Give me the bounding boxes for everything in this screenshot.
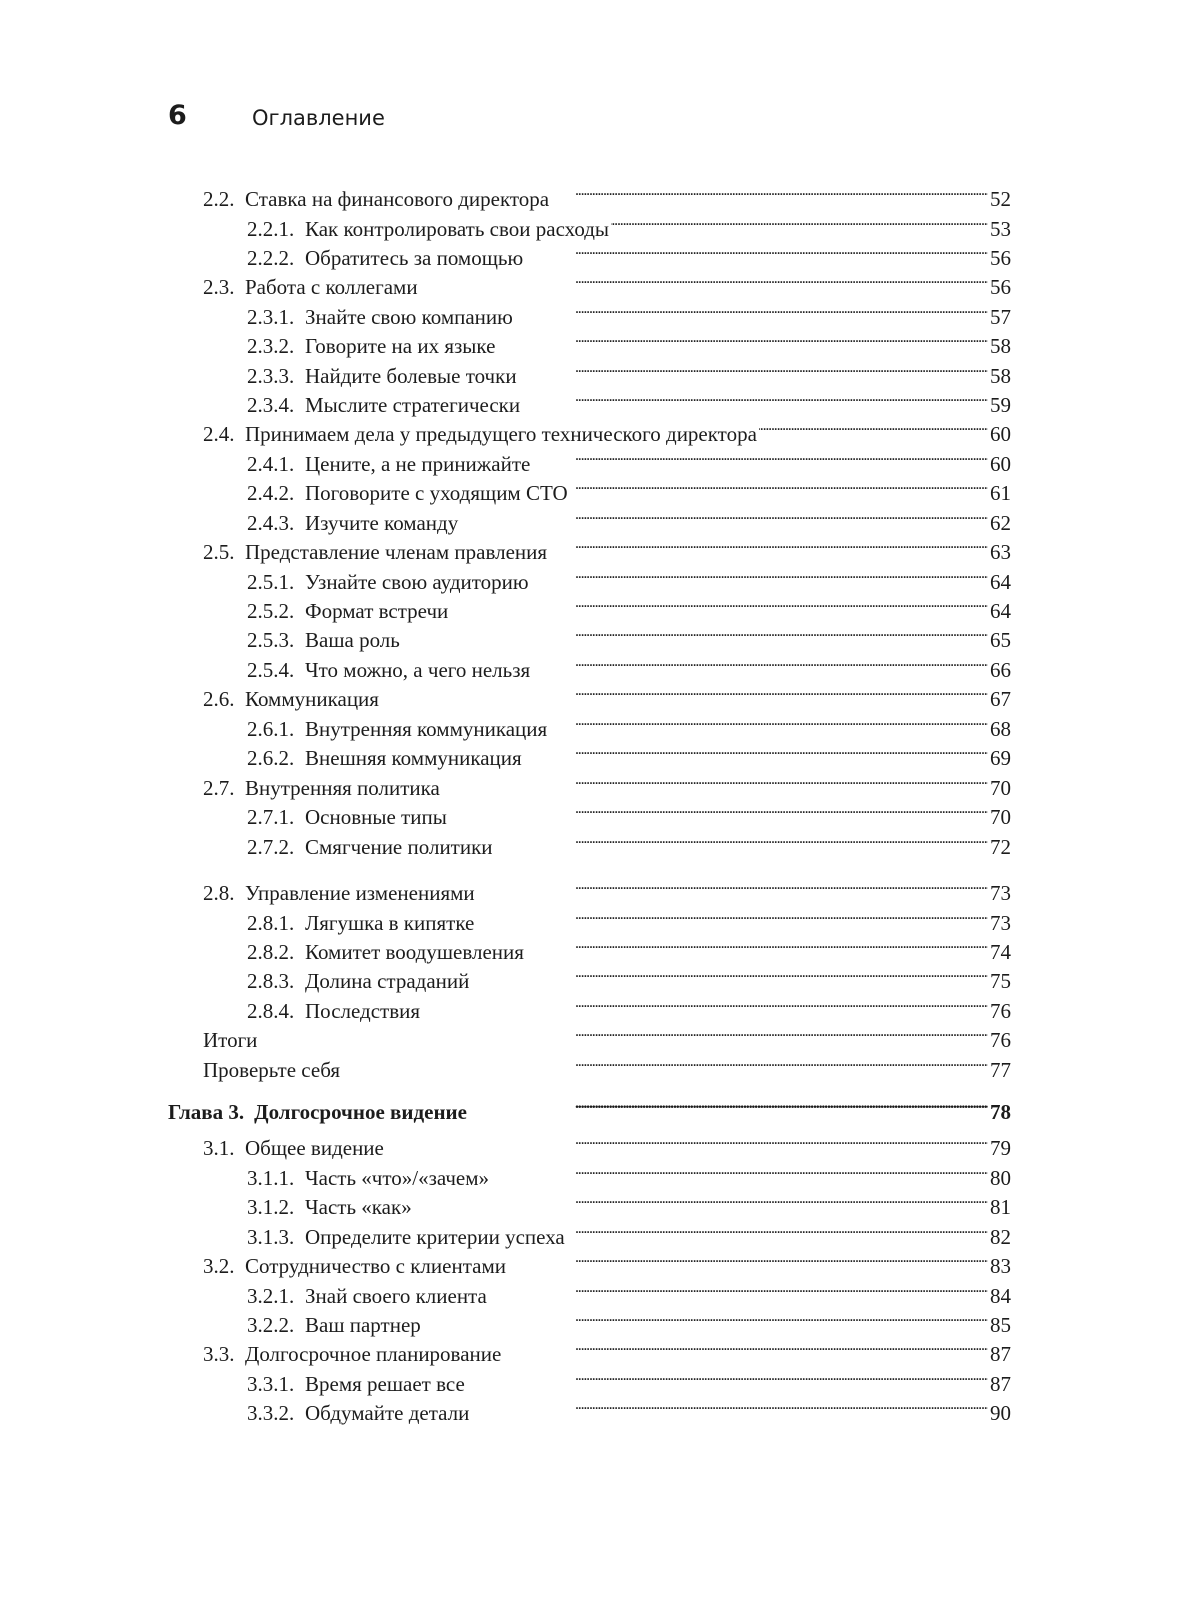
toc-entry-title: Основные типы (305, 805, 447, 829)
toc-entry-page: 58 (990, 334, 1011, 358)
dot-leader (759, 411, 988, 441)
toc-entry-number: 2.6.2. (247, 746, 295, 770)
toc-entry (203, 676, 1011, 711)
toc-entry-title: Долгосрочное планирование (245, 1342, 502, 1366)
toc-entry (247, 1361, 1011, 1396)
dot-leader (549, 706, 988, 736)
toc-entry (247, 958, 1011, 993)
toc-entry (247, 353, 1011, 388)
toc-entry (203, 870, 1011, 905)
toc-entry-page: 59 (990, 393, 1011, 417)
toc-entry-title: Узнайте свою аудиторию (305, 570, 529, 594)
toc-entry (203, 176, 1011, 211)
dot-leader (551, 176, 988, 206)
dot-leader (531, 559, 988, 589)
dot-leader (386, 1125, 988, 1155)
dot-leader (497, 323, 988, 353)
toc-entry-page: 73 (990, 881, 1011, 905)
toc-entry (247, 1155, 1011, 1190)
toc-entry-page: 87 (990, 1342, 1011, 1366)
toc-entry-number: 2.8.2. (247, 940, 295, 964)
toc-entry-title: Ставка на финансового директора (245, 187, 550, 211)
dot-leader (381, 676, 988, 706)
toc-entry-title: Что можно, а чего нельзя (305, 658, 531, 682)
toc-entry-number: 2.5.2. (247, 599, 295, 623)
toc-entry-number: 2.3.4. (247, 393, 295, 417)
toc-entry (247, 794, 1011, 829)
dot-leader (450, 588, 988, 618)
dot-leader (402, 617, 988, 647)
toc-entry-title: Обдумайте детали (305, 1401, 470, 1425)
dot-leader (469, 1089, 988, 1119)
dot-leader (471, 1390, 988, 1420)
toc-entry-page: 76 (990, 1028, 1011, 1052)
dot-leader (532, 647, 988, 677)
toc-entry-page: 73 (990, 911, 1011, 935)
toc-entry (247, 588, 1011, 623)
toc-entry-page: 60 (990, 452, 1011, 476)
toc-entry-title: Часть «как» (305, 1195, 412, 1219)
toc-entry (247, 1302, 1011, 1337)
toc-entry (247, 441, 1011, 476)
toc-entry (247, 706, 1011, 741)
toc-entry-title: Проверьте себя (203, 1058, 341, 1082)
toc-entry-title: Цените, а не принижайте (305, 452, 531, 476)
toc-entry-page: 56 (990, 246, 1011, 270)
dot-leader (567, 1214, 988, 1244)
toc-entry-page: 64 (990, 570, 1011, 594)
dot-leader (477, 870, 988, 900)
toc-entry-number: 3.2. (203, 1254, 235, 1278)
toc-entry-page: 69 (990, 746, 1011, 770)
toc-entry (247, 900, 1011, 935)
toc-entry-title: Комитет воодушевления (305, 940, 524, 964)
toc-entry-number: 3.2.1. (247, 1284, 295, 1308)
toc-entry-title: Знай своего клиента (305, 1284, 487, 1308)
toc-entry-number: 2.4.1. (247, 452, 295, 476)
toc-entry (247, 559, 1011, 594)
toc-entry-page: 76 (990, 999, 1011, 1023)
toc-entry-title: Ваш партнер (305, 1313, 421, 1337)
toc-entry-number: 2.6.1. (247, 717, 295, 741)
toc-entry-number: 2.2.1. (247, 217, 295, 241)
toc-entry-number: 2.8.4. (247, 999, 295, 1023)
toc-entry-page: 84 (990, 1284, 1011, 1308)
dot-leader (549, 529, 988, 559)
toc-entry-title: Смягчение политики (305, 835, 493, 859)
toc-entry-number: 3.1. (203, 1136, 235, 1160)
toc-entry-number: 2.7.2. (247, 835, 295, 859)
toc-entry-page: 60 (990, 422, 1011, 446)
dot-leader (611, 206, 988, 236)
toc-entry-page: 66 (990, 658, 1011, 682)
toc-entry (247, 647, 1011, 682)
toc-entry-title: Изучите команду (305, 511, 459, 535)
toc-entry-title: Внешняя коммуникация (305, 746, 522, 770)
toc-entry-number: 3.1.2. (247, 1195, 295, 1219)
toc-entry-page: 85 (990, 1313, 1011, 1337)
toc-entry (203, 264, 1011, 299)
toc-entry-title: Время решает все (305, 1372, 465, 1396)
toc-entry-title: Как контролировать свои расходы (305, 217, 610, 241)
toc-entry-number: 2.4.3. (247, 511, 295, 535)
toc-entry-number: 3.3.1. (247, 1372, 295, 1396)
dot-leader (489, 1273, 988, 1303)
toc-entry (203, 765, 1011, 800)
toc-entry-page: 74 (990, 940, 1011, 964)
dot-leader (524, 735, 988, 765)
dot-leader (519, 353, 988, 383)
toc-entry (247, 1390, 1011, 1425)
toc-entry-title: Внутренняя политика (245, 776, 440, 800)
toc-entry-number: 2.3.3. (247, 364, 295, 388)
toc-entry-number: 2.8. (203, 881, 235, 905)
toc-entry-title: Сотрудничество с клиентами (245, 1254, 506, 1278)
toc-entry (203, 1243, 1011, 1278)
toc-entry-page: 87 (990, 1372, 1011, 1396)
toc-entry-title: Лягушка в кипятке (305, 911, 475, 935)
toc-entry-number: 2.3.1. (247, 305, 295, 329)
toc-entry-page: 82 (990, 1225, 1011, 1249)
dot-leader (526, 929, 988, 959)
toc-entry-title: Коммуникация (245, 687, 379, 711)
dot-leader (449, 794, 988, 824)
toc-entry-title: Определите критерии успеха (305, 1225, 565, 1249)
toc-entry-number: 2.2.2. (247, 246, 295, 270)
dot-leader (420, 264, 988, 294)
toc-entry (247, 824, 1011, 859)
toc-entry-page: 53 (990, 217, 1011, 241)
toc-entry (203, 1047, 1011, 1082)
toc-entry-page: 65 (990, 628, 1011, 652)
toc-entry-title: Работа с коллегами (245, 275, 418, 299)
toc-entry-number: 3.3. (203, 1342, 235, 1366)
toc-entry-page: 80 (990, 1166, 1011, 1190)
toc-entry-number: 2.4.2. (247, 481, 295, 505)
toc-entry-title: Ваша роль (305, 628, 400, 652)
dot-leader (508, 1243, 988, 1273)
toc-entry-number: 2.8.3. (247, 969, 295, 993)
dot-leader (442, 765, 988, 795)
page-number: 6 (168, 100, 187, 131)
toc-entry (247, 617, 1011, 652)
toc-entry-number: 2.7. (203, 776, 235, 800)
toc-entry (203, 1125, 1011, 1160)
toc-entry-page: 83 (990, 1254, 1011, 1278)
toc-entry (247, 500, 1011, 535)
running-title: Оглавление (252, 106, 385, 130)
toc-entry-title: Управление изменениями (245, 881, 475, 905)
toc-entry-title: Часть «что»/«зачем» (305, 1166, 490, 1190)
toc-entry-title: Поговорите с уходящим СТО (305, 481, 568, 505)
toc-entry-number: 3.2.2. (247, 1313, 295, 1337)
toc-entry-number: 2.3. (203, 275, 235, 299)
dot-leader (342, 1047, 988, 1077)
toc-entry (203, 1331, 1011, 1366)
toc-entry-title: Внутренняя коммуникация (305, 717, 548, 741)
toc-entry (247, 323, 1011, 358)
toc-entry-title: Долина страданий (305, 969, 470, 993)
dot-leader (495, 824, 988, 854)
toc-entry-title: Общее видение (245, 1136, 384, 1160)
toc-entry-page: 64 (990, 599, 1011, 623)
dot-leader (515, 294, 988, 324)
dot-leader (570, 470, 988, 500)
toc-entry-page: 61 (990, 481, 1011, 505)
toc-entry-title: Итоги (203, 1028, 258, 1052)
dot-leader (259, 1017, 988, 1047)
toc-entry-page: 77 (990, 1058, 1011, 1082)
toc-entry-page: 63 (990, 540, 1011, 564)
toc-entry-number: 2.2. (203, 187, 235, 211)
dot-leader (423, 1302, 988, 1332)
toc-entry-title: Представление членам правления (245, 540, 548, 564)
toc-entry-page: 70 (990, 805, 1011, 829)
toc-entry-page: 52 (990, 187, 1011, 211)
toc-entry (247, 206, 1011, 241)
toc-entry-number: 2.3.2. (247, 334, 295, 358)
toc-entry-number: 2.6. (203, 687, 235, 711)
toc-entry (247, 1184, 1011, 1219)
dot-leader (460, 500, 988, 530)
toc-entry-page: 67 (990, 687, 1011, 711)
dot-leader (522, 382, 988, 412)
toc-entry-number: 3.1.1. (247, 1166, 295, 1190)
toc-entry-page: 79 (990, 1136, 1011, 1160)
toc-entry-page: 75 (990, 969, 1011, 993)
toc-entry (247, 1273, 1011, 1308)
toc-entry (247, 1214, 1011, 1249)
toc-entry-title: Формат встречи (305, 599, 449, 623)
toc-entry-title: Последствия (305, 999, 421, 1023)
toc-entry-page: 56 (990, 275, 1011, 299)
toc-entry (247, 235, 1011, 270)
toc-entry-page: 57 (990, 305, 1011, 329)
toc-entry-number: 3.1.3. (247, 1225, 295, 1249)
toc-entry-number: 2.5.4. (247, 658, 295, 682)
toc-entry (247, 929, 1011, 964)
toc-chapter-entry (168, 1089, 1011, 1124)
toc-entry-number: 2.8.1. (247, 911, 295, 935)
toc-entry-title: Говорите на их языке (305, 334, 496, 358)
toc-entry-title: Долгосрочное видение (254, 1100, 467, 1124)
toc-entry-page: 68 (990, 717, 1011, 741)
toc-entry-number: 2.5. (203, 540, 235, 564)
toc-entry-title: Обратитесь за помощью (305, 246, 524, 270)
toc-entry (203, 529, 1011, 564)
toc-entry-title: Принимаем дела у предыдущего технического директора (245, 422, 757, 446)
dot-leader (422, 988, 988, 1018)
toc-entry-number: 2.7.1. (247, 805, 295, 829)
dot-leader (467, 1361, 988, 1391)
toc-entry-number: 2.5.3. (247, 628, 295, 652)
toc-entry-number: 2.5.1. (247, 570, 295, 594)
toc-entry-title: Найдите болевые точки (305, 364, 517, 388)
dot-leader (503, 1331, 988, 1361)
dot-leader (476, 900, 988, 930)
toc-entry-page: 62 (990, 511, 1011, 535)
toc-entry-number: 2.4. (203, 422, 235, 446)
toc-entry-number: Глава 3. (168, 1100, 245, 1124)
toc-entry (203, 411, 1011, 446)
dot-leader (414, 1184, 988, 1214)
toc-entry-page: 72 (990, 835, 1011, 859)
dot-leader (525, 235, 988, 265)
toc-entry (247, 988, 1011, 1023)
dot-leader (532, 441, 988, 471)
toc-entry (203, 1017, 1011, 1052)
toc-entry-page: 78 (990, 1100, 1011, 1124)
toc-entry-title: Мыслите стратегически (305, 393, 521, 417)
toc-entry-page: 90 (990, 1401, 1011, 1425)
toc-entry-page: 81 (990, 1195, 1011, 1219)
toc-entry-number: 3.3.2. (247, 1401, 295, 1425)
toc-entry (247, 735, 1011, 770)
toc-entry-page: 70 (990, 776, 1011, 800)
toc-entry-page: 58 (990, 364, 1011, 388)
dot-leader (471, 958, 988, 988)
toc-entry (247, 294, 1011, 329)
toc-entry (247, 470, 1011, 505)
toc-entry (247, 382, 1011, 417)
dot-leader (491, 1155, 988, 1185)
toc-entry-title: Знайте свою компанию (305, 305, 513, 329)
